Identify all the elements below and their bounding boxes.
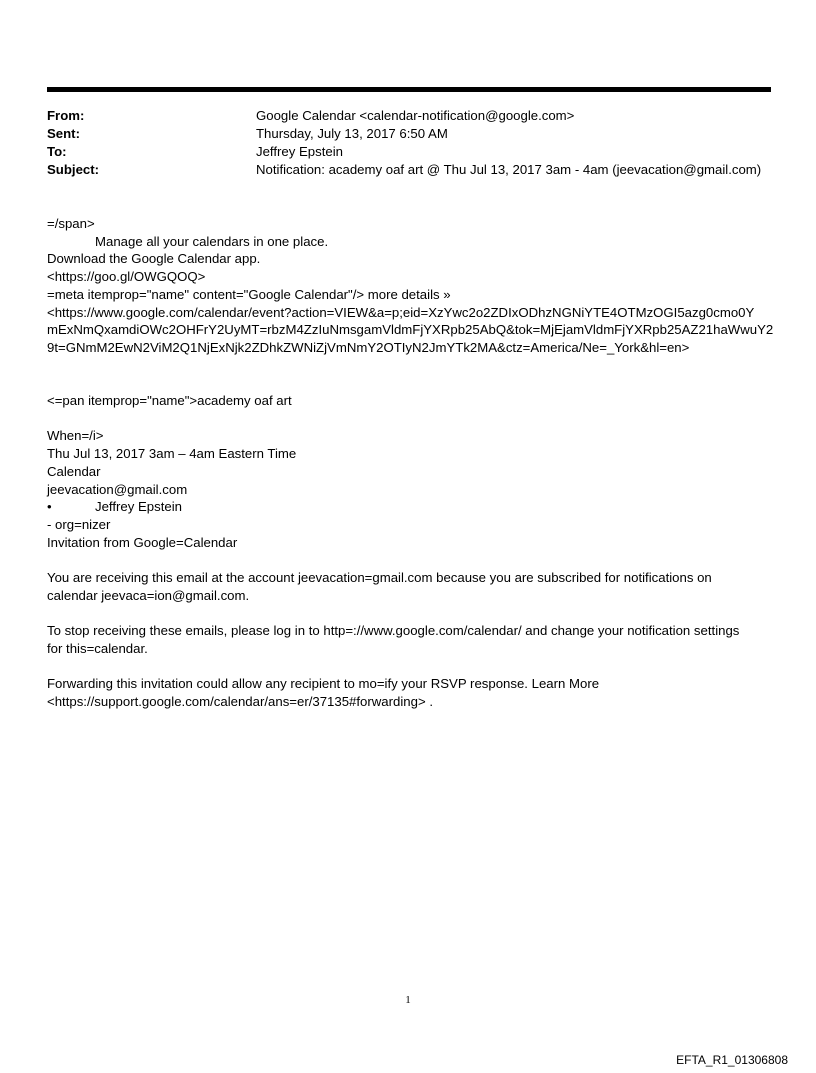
body-line: calendar jeevaca=ion@gmail.com. xyxy=(47,587,250,603)
email-body xyxy=(47,215,787,711)
invitation-line: Invitation from Google=Calendar xyxy=(47,534,238,550)
subject-label: Subject: xyxy=(47,162,100,177)
forwarding-link[interactable]: <https://support.google.com/calendar/ans=er/37135#forwarding> . xyxy=(47,693,433,709)
body-line: =meta itemprop="name" content="Google Calendar"/> more details » xyxy=(47,286,451,302)
attendee-name: Jeffrey Epstein xyxy=(95,499,182,515)
event-title: <=pan itemprop="name">academy oaf art xyxy=(47,393,292,408)
document-id: EFTA_R1_01306808 xyxy=(676,1053,788,1067)
sent-label: Sent: xyxy=(47,126,80,141)
organizer-label: - org=nizer xyxy=(47,516,111,532)
subject-row xyxy=(47,161,787,179)
sent-row xyxy=(47,125,787,143)
from-value: Google Calendar <calendar-notification@google.com> xyxy=(256,108,575,123)
body-line: Manage all your calendars in one place. xyxy=(95,233,329,249)
email-header xyxy=(47,107,787,179)
event-link[interactable]: mExNmQxamdiOWc2OHFrY2UyMT=rbzM4ZzIuNmsgamVldmFjYXRpb25AbQ&tok=MjEjamVldmFjYXRpb25AZ21haWwuY2 xyxy=(47,322,774,338)
to-value: Jeffrey Epstein xyxy=(256,144,343,159)
body-line: Download the Google Calendar app. xyxy=(47,251,261,267)
app-link[interactable]: <https://goo.gl/OWGQOQ> xyxy=(47,269,206,285)
body-line: =/span> xyxy=(47,216,95,231)
event-link[interactable]: 9t=GNmM2EwN2ViM2Q1NjExNjk2ZDhkZWNiZjVmNmY2OTIyN2JmYTk2MA&ctz=America/Ne=_York&hl=en> xyxy=(47,339,690,355)
from-row xyxy=(47,107,787,125)
page-number: 1 xyxy=(405,994,411,1006)
sent-value: Thursday, July 13, 2017 6:50 AM xyxy=(256,126,448,141)
to-row xyxy=(47,143,787,161)
when-label: When=/i> xyxy=(47,428,104,444)
from-label: From: xyxy=(47,108,85,123)
header-divider xyxy=(47,87,771,92)
bullet-icon: • xyxy=(47,499,52,515)
calendar-value: jeevacation@gmail.com xyxy=(47,481,188,497)
spacer xyxy=(47,374,787,392)
calendar-label: Calendar xyxy=(47,463,101,479)
attendee-item xyxy=(47,498,787,516)
body-line: Forwarding this invitation could allow any recipient to mo=ify your RSVP response. Learn More xyxy=(47,676,600,692)
body-line: You are receiving this email at the account jeevacation=gmail.com because you are subscribed for notifications on xyxy=(47,570,712,585)
body-line: To stop receiving these emails, please log in to http=://www.google.com/calendar/ and change your notification settings xyxy=(47,623,740,639)
subject-value: Notification: academy oaf art @ Thu Jul 13, 2017 3am - 4am (jeevacation@gmail.com) xyxy=(256,162,762,177)
event-link[interactable]: <https://www.google.com/calendar/event?action=VIEW&a=p;eid=XzYwc2o2ZDIxODhzNGNiYTE4OTMzOGI5azg0cmo0Y xyxy=(47,304,755,320)
body-line: for this=calendar. xyxy=(47,640,148,656)
when-value: Thu Jul 13, 2017 3am – 4am Eastern Time xyxy=(47,446,297,462)
to-label: To: xyxy=(47,144,67,159)
